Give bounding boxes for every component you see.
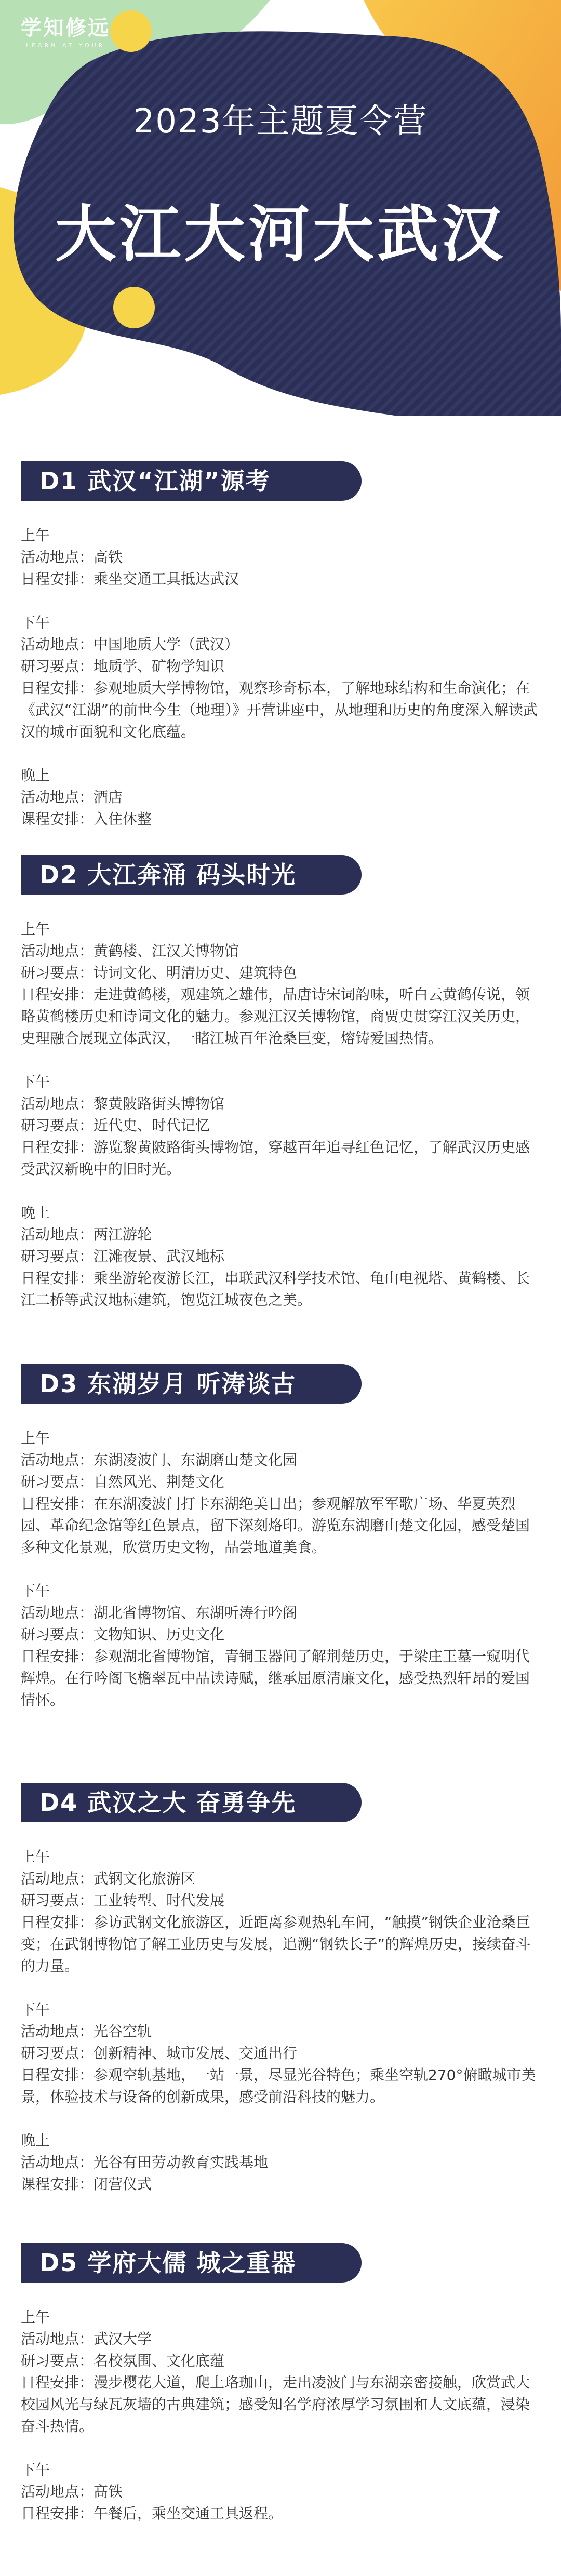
- schedule-line: 活动地点：高铁: [21, 549, 123, 566]
- day-5-banner: D5 学府大儒 城之重器: [21, 2243, 362, 2283]
- period-label: 上午: [21, 1848, 50, 1865]
- period-label: 下午: [21, 2461, 50, 2478]
- period-label: 下午: [21, 2001, 50, 2018]
- brand-name: 学知修远: [21, 16, 110, 40]
- day-1-morning: [21, 525, 540, 590]
- schedule-line: 研习要点：名校氛围、文化底蕴: [21, 2352, 225, 2369]
- period-label: 上午: [21, 1430, 50, 1447]
- schedule-line: 活动地点：武钢文化旅游区: [21, 1870, 196, 1887]
- day-4-morning: [21, 1846, 540, 1977]
- day-3-afternoon: [21, 1580, 540, 1711]
- period-label: 晚上: [21, 2132, 50, 2149]
- schedule-line: 研习要点：自然风光、荆楚文化: [21, 1473, 225, 1490]
- period-label: 晚上: [21, 1204, 50, 1221]
- schedule-line: 活动地点：武汉大学: [21, 2330, 152, 2347]
- period-label: 上午: [21, 920, 50, 938]
- schedule-line: 研习要点：诗词文化、明清历史、建筑特色: [21, 964, 298, 981]
- day-1-afternoon: [21, 612, 540, 743]
- schedule-line: 日程安排：走进黄鹤楼，观建筑之雄伟，品唐诗宋词韵味，听白云黄鹤传说，领略黄鹤楼历史和诗词文化的魅力。参观江汉关博物馆，商贾史贯穿江汉关历史，史理融合展现立体武汉，一睹江城百年沧桑巨变，熔铸爱国热情。: [21, 986, 530, 1047]
- schedule-line: 活动地点：湖北省博物馆、东湖听涛行吟阁: [21, 1604, 298, 1621]
- schedule-line: 日程安排：午餐后，乘坐交通工具返程。: [21, 2505, 283, 2522]
- schedule-line: 活动地点：酒店: [21, 789, 123, 806]
- schedule-line: 活动地点：两江游轮: [21, 1226, 152, 1243]
- day-4-evening: [21, 2130, 540, 2195]
- day-4-banner: D4 武汉之大 奋勇争先: [21, 1783, 362, 1822]
- day-5-morning: [21, 2306, 540, 2437]
- schedule-line: 活动地点：光谷有田劳动教育实践基地: [21, 2154, 269, 2171]
- schedule-line: 活动地点：黎黄陂路街头博物馆: [21, 1095, 225, 1112]
- schedule-line: 日程安排：在东湖凌波门打卡东湖绝美日出；参观解放军军歌广场、华夏英烈园、革命纪念馆等红色景点，留下深刻烙印。游览东湖磨山楚文化园，感受楚国多种文化景观，欣赏历史文物，品尝地道美食。: [21, 1495, 530, 1556]
- brand-tagline: LEARN AT YOUR: [26, 42, 105, 49]
- period-label: 晚上: [21, 767, 50, 784]
- brand-logo: [21, 11, 110, 49]
- camp-subtitle: 2023年主题夏令营: [133, 102, 428, 141]
- schedule-line: 活动地点：高铁: [21, 2483, 123, 2500]
- period-label: 上午: [21, 527, 50, 544]
- day-2-banner: D2 大江奔涌 码头时光: [21, 855, 362, 895]
- schedule-line: 研习要点：近代史、时代记忆: [21, 1117, 210, 1134]
- day-5-body: [21, 2306, 540, 2525]
- period-label: 下午: [21, 614, 50, 631]
- schedule-line: 研习要点：创新精神、城市发展、交通出行: [21, 2045, 298, 2062]
- schedule-line: 研习要点：地质学、矿物学知识: [21, 658, 225, 675]
- day-1-banner: D1 武汉“江湖”源考: [21, 461, 362, 501]
- day-5-afternoon: [21, 2459, 540, 2525]
- schedule-line: 日程安排：参观湖北省博物馆，青铜玉器间了解荆楚历史，于梁庄王墓一窥明代辉煌。在行吟阁飞檐翠瓦中品读诗赋，继承屈原清廉文化，感受热烈轩昂的爱国情怀。: [21, 1648, 530, 1709]
- schedule-line: 日程安排：乘坐游轮夜游长江，串联武汉科学技术馆、龟山电视塔、黄鹤楼、长江二桥等武汉地标建筑，饱览江城夜色之美。: [21, 1270, 530, 1309]
- day-2-evening: [21, 1202, 540, 1311]
- camp-title: 大江大河大武汉: [55, 198, 506, 270]
- schedule-line: 课程安排：入住休整: [21, 810, 152, 827]
- day-1-evening: [21, 765, 540, 830]
- day-1-body: [21, 525, 540, 830]
- day-2-body: [21, 918, 540, 1311]
- day-3-body: [21, 1427, 540, 1711]
- schedule-line: 日程安排：参访武钢文化旅游区，近距离参观热轧车间，“触摸”钢铁企业沧桑巨变；在武钢博物馆了解工业历史与发展，追溯“钢铁长子”的辉煌历史，接续奋斗的力量。: [21, 1914, 531, 1974]
- schedule-line: 活动地点：光谷空轨: [21, 2023, 152, 2040]
- schedule-line: 日程安排：游览黎黄陂路街头博物馆，穿越百年追寻红色记忆，了解武汉历史感受武汉新晚中的旧时光。: [21, 1139, 530, 1178]
- schedule-line: 日程安排：乘坐交通工具抵达武汉: [21, 570, 239, 588]
- schedule-line: 研习要点：文物知识、历史文化: [21, 1626, 225, 1643]
- schedule-line: 活动地点：东湖凌波门、东湖磨山楚文化园: [21, 1451, 298, 1469]
- day-2-morning: [21, 918, 540, 1049]
- period-label: 下午: [21, 1073, 50, 1090]
- schedule-line: 活动地点：黄鹤楼、江汉关博物馆: [21, 942, 239, 959]
- schedule-line: 日程安排：漫步樱花大道，爬上珞珈山，走出凌波门与东湖亲密接触，欣赏武大校园风光与绿瓦灰墙的古典建筑；感受知名学府浓厚学习氛围和人文底蕴，浸染奋斗热情。: [21, 2374, 530, 2435]
- period-label: 下午: [21, 1582, 50, 1599]
- schedule-line: 日程安排：参观地质大学博物馆，观察珍奇标本，了解地球结构和生命演化；在《武汉“江湖”的前世今生（地理）》开营讲座中，从地理和历史的角度深入解读武汉的城市面貌和文化底蕴。: [21, 679, 538, 740]
- period-label: 上午: [21, 2308, 50, 2326]
- day-4-body: [21, 1846, 540, 2195]
- schedule-line: 研习要点：工业转型、时代发展: [21, 1892, 225, 1909]
- day-2-afternoon: [21, 1071, 540, 1180]
- schedule-line: 课程安排：闭营仪式: [21, 2175, 152, 2193]
- day-4-afternoon: [21, 1999, 540, 2108]
- schedule-line: 研习要点：江滩夜景、武汉地标: [21, 1248, 225, 1265]
- schedule-line: 活动地点：中国地质大学（武汉）: [21, 636, 239, 653]
- hero-banner: [0, 0, 561, 416]
- day-3-banner: D3 东湖岁月 听涛谈古: [21, 1364, 362, 1404]
- day-3-morning: [21, 1427, 540, 1558]
- schedule-line: 日程安排：参观空轨基地，一站一景，尽显光谷特色；乘坐空轨270°俯瞰城市美景，体验技术与设备的创新成果，感受前沿科技的魅力。: [21, 2066, 536, 2105]
